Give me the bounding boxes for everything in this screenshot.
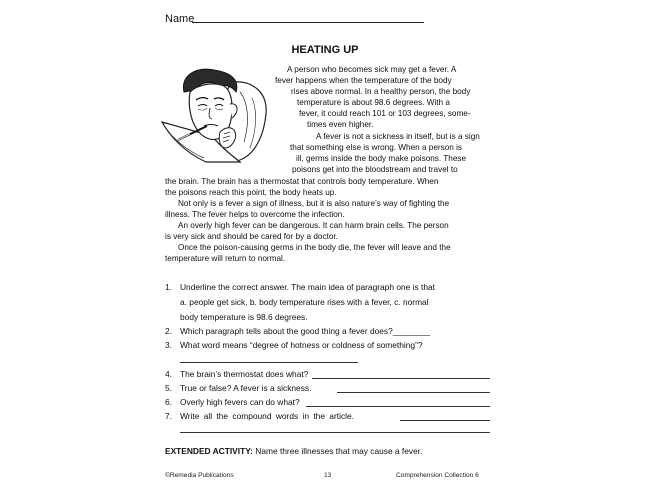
answer-line[interactable] xyxy=(400,420,490,421)
footer-page-number: 13 xyxy=(324,472,332,479)
text-line: A fever is not a sickness in itself, but is a sign xyxy=(316,132,480,141)
question-text: Which paragraph tells about the good thing a fever does?________ xyxy=(180,326,431,336)
answer-line[interactable] xyxy=(180,432,490,433)
text-line: the poisons reach this point, the body heats up. xyxy=(165,188,337,197)
footer-collection: Comprehension Collection 6 xyxy=(396,472,479,479)
text-line: illness. The fever helps to overcome the infection. xyxy=(165,210,345,219)
name-field[interactable] xyxy=(192,22,424,23)
footer-publisher: ©Remedia Publications xyxy=(165,472,234,479)
text-line: fever happens when the temperature of the body xyxy=(275,76,452,85)
question-number: 6. xyxy=(165,397,172,407)
answer-line[interactable] xyxy=(306,406,490,407)
sick-boy-illustration-icon xyxy=(160,62,272,166)
question-text: True or false? A fever is a sickness. xyxy=(180,383,312,393)
text-line: An overly high fever can be dangerous. It can harm brain cells. The person xyxy=(178,221,449,230)
extended-activity-label: EXTENDED ACTIVITY: xyxy=(165,446,253,456)
text-line: A person who becomes sick may get a fever. A xyxy=(287,65,457,74)
question-text: a. people get sick, b. body temperature rises with a fever, c. normal xyxy=(180,297,429,307)
question-text: body temperature is 98.6 degrees. xyxy=(180,312,308,322)
question-text: Underline the correct answer. The main idea of paragraph one is that xyxy=(180,282,435,292)
question-number: 5. xyxy=(165,383,172,393)
answer-line[interactable] xyxy=(312,378,490,379)
text-line: temperature will return to normal. xyxy=(165,254,286,263)
question-text: Write all the compound words in the article. xyxy=(180,411,354,421)
name-label: Name xyxy=(165,13,195,25)
text-line: poisons get into the bloodstream and travel to xyxy=(292,165,458,174)
question-text: Overly high fevers can do what? xyxy=(180,397,300,407)
question-number: 1. xyxy=(165,282,172,292)
text-line: Once the poison-causing germs in the body die, the fever will leave and the xyxy=(178,243,451,252)
answer-line[interactable] xyxy=(337,392,490,393)
answer-line[interactable] xyxy=(180,362,358,363)
extended-activity-text: Name three illnesses that may cause a fever. xyxy=(252,446,423,456)
text-line: times even higher. xyxy=(307,120,374,129)
text-line: temperature is about 98.6 degrees. With a xyxy=(297,98,450,107)
question-number: 3. xyxy=(165,340,172,350)
question-number: 4. xyxy=(165,369,172,379)
text-line: that something else is wrong. When a person is xyxy=(290,143,463,152)
text-line: is very sick and should be cared for by a doctor. xyxy=(165,232,338,241)
text-line: Not only is a fever a sign of illness, but it is also nature’s way of fighting the xyxy=(178,199,450,208)
question-number: 7. xyxy=(165,411,172,421)
text-line: the brain. The brain has a thermostat that controls body temperature. When xyxy=(165,177,439,186)
extended-activity xyxy=(165,446,422,456)
text-line: ill, germs inside the body make poisons. These xyxy=(296,154,467,163)
article-title: HEATING UP xyxy=(291,44,359,56)
text-line: fever, it could reach 101 or 103 degrees, some- xyxy=(299,109,471,118)
question-text: The brain’s thermostat does what? xyxy=(180,369,309,379)
text-line: rises above normal. In a healthy person, the body xyxy=(291,87,471,96)
question-text: What word means “degree of hotness or coldness of something”? xyxy=(180,340,423,350)
question-number: 2. xyxy=(165,326,172,336)
